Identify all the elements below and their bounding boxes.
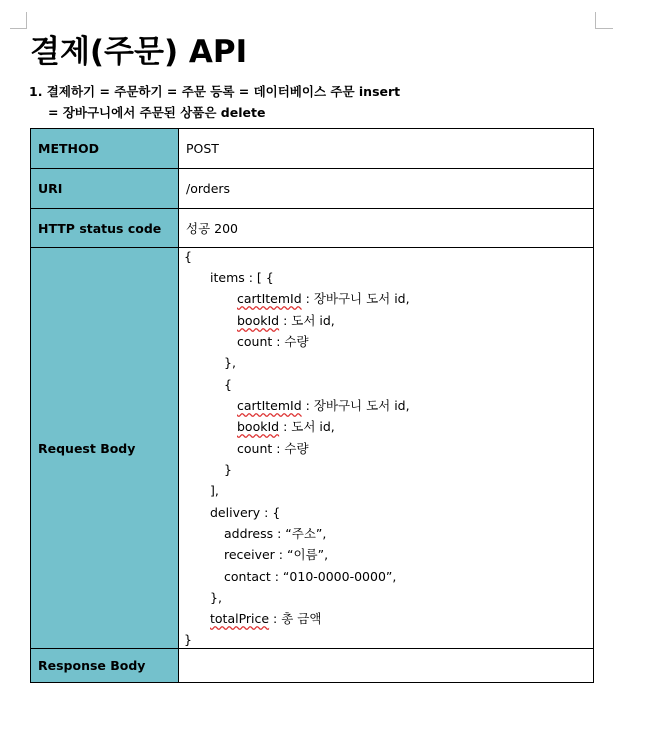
- code-line: ],: [210, 483, 219, 498]
- code-text: : 장바구니 도서 id,: [301, 398, 410, 413]
- code-key: bookId: [237, 313, 280, 328]
- margin-mark-top-right: [595, 28, 613, 29]
- code-line: address : “주소”,: [224, 526, 327, 541]
- method-value: POST: [179, 129, 594, 169]
- code-line: },: [224, 355, 236, 370]
- code-line: [237, 419, 335, 435]
- table-row-request-body: [31, 248, 594, 649]
- status-label: HTTP status code: [31, 209, 179, 248]
- table-row-uri: [31, 169, 594, 209]
- code-key: bookId: [237, 419, 280, 434]
- code-key: cartItemId: [237, 291, 302, 306]
- code-line: count : 수량: [237, 334, 309, 349]
- code-line: {: [224, 377, 232, 392]
- code-line: }: [184, 632, 192, 647]
- code-line: contact : “010-0000-0000”,: [224, 569, 397, 584]
- code-line: [237, 291, 410, 307]
- request-body-label: Request Body: [31, 248, 179, 649]
- description-line-2: = 장바구니에서 주문된 상품은 delete: [48, 105, 266, 120]
- code-line: receiver : “이름”,: [224, 547, 329, 562]
- code-line: {: [184, 249, 192, 264]
- api-spec-table: [30, 128, 594, 683]
- table-row-method: [31, 129, 594, 169]
- margin-mark-top-right: [595, 12, 596, 29]
- margin-mark-top-left: [26, 12, 27, 29]
- code-line: }: [224, 462, 232, 477]
- request-body-code: [179, 248, 593, 648]
- code-line: [210, 611, 321, 627]
- code-key: cartItemId: [237, 398, 302, 413]
- code-line: delivery : {: [210, 505, 281, 520]
- response-body-value: [179, 649, 594, 683]
- code-line: items : [ {: [210, 270, 274, 285]
- description-line-1: 1. 결제하기 = 주문하기 = 주문 등록 = 데이터베이스 주문 insert: [29, 84, 401, 99]
- code-text: : 도서 id,: [279, 313, 335, 328]
- method-label: METHOD: [31, 129, 179, 169]
- request-body-cell: [179, 248, 594, 649]
- uri-value: /orders: [179, 169, 594, 209]
- response-body-label: Response Body: [31, 649, 179, 683]
- code-line: count : 수량: [237, 441, 309, 456]
- code-text: : 장바구니 도서 id,: [301, 291, 410, 306]
- code-line: },: [210, 590, 222, 605]
- code-text: : 총 금액: [269, 611, 322, 626]
- table-row-status: [31, 209, 594, 248]
- code-text: : 도서 id,: [279, 419, 335, 434]
- code-line: [237, 313, 335, 329]
- margin-mark-top-left: [10, 28, 27, 29]
- code-key: totalPrice: [210, 611, 270, 626]
- status-value: 성공 200: [179, 209, 594, 248]
- code-line: [237, 398, 410, 414]
- uri-label: URI: [31, 169, 179, 209]
- table-row-response-body: [31, 649, 594, 683]
- page-title: 결제(주문) API: [30, 34, 248, 70]
